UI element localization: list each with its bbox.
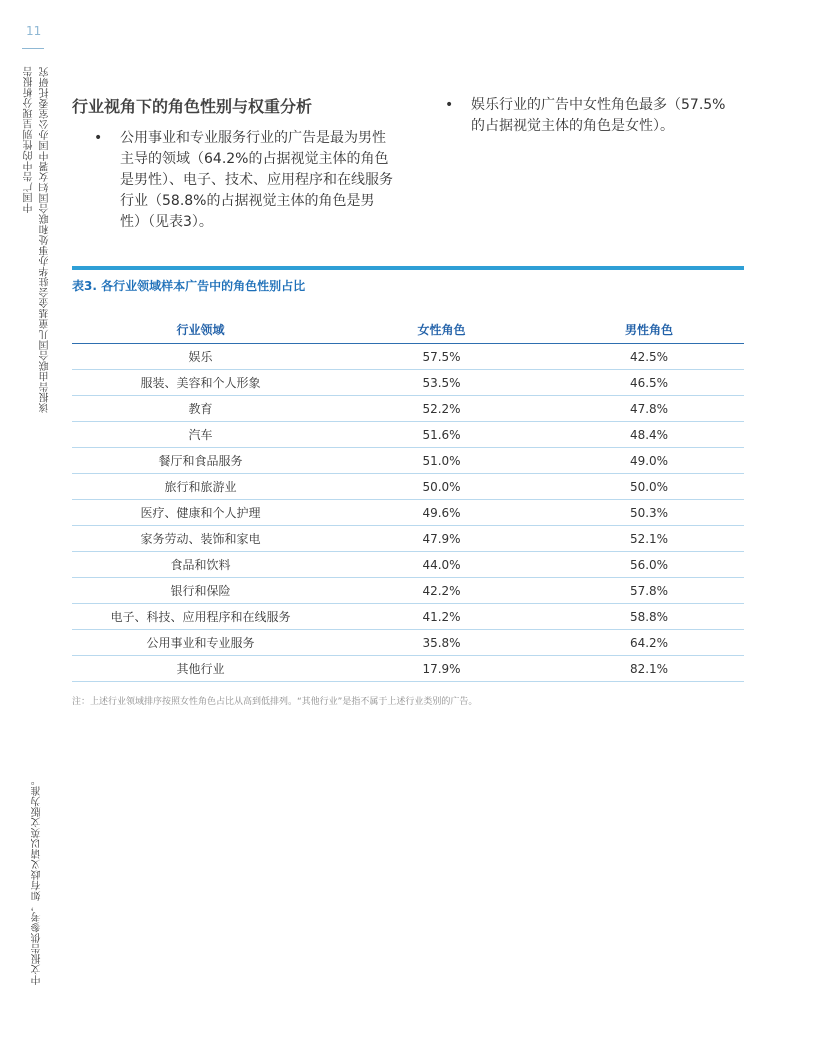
table-row <box>72 552 744 578</box>
bullet-text: 娱乐行业的广告中女性角色最多（57.5%的占据视觉主体的角色是女性）。 <box>471 97 726 134</box>
cell-industry: 汽车 <box>72 422 329 448</box>
table-body <box>72 344 744 682</box>
cell-female-share: 53.5% <box>329 370 554 396</box>
cell-female-share: 51.0% <box>329 448 554 474</box>
table-row <box>72 370 744 396</box>
cell-female-share: 50.0% <box>329 474 554 500</box>
table-row <box>72 526 744 552</box>
table-row <box>72 604 744 630</box>
table-row <box>72 630 744 656</box>
cell-male-share: 56.0% <box>554 552 744 578</box>
column-header-industry: 行业领域 <box>72 315 329 344</box>
cell-female-share: 35.8% <box>329 630 554 656</box>
cell-industry: 医疗、健康和个人护理 <box>72 500 329 526</box>
cell-male-share: 50.3% <box>554 500 744 526</box>
table-row <box>72 500 744 526</box>
cell-industry: 服装、美容和个人形象 <box>72 370 329 396</box>
table-row <box>72 344 744 370</box>
bullet-text: 公用事业和专业服务行业的广告是最为男性主导的领域（64.2%的占据视觉主体的角色是男性）、电子、技术、应用程序和在线服务行业（58.8%的占据视觉主体的角色是男性）（见表3）。 <box>120 130 393 230</box>
cell-industry: 公用事业和专业服务 <box>72 630 329 656</box>
column-header-female: 女性角色 <box>329 315 554 344</box>
cell-industry: 电子、科技、应用程序和在线服务 <box>72 604 329 630</box>
cell-industry: 餐厅和食品服务 <box>72 448 329 474</box>
cell-industry: 家务劳动、装饰和家电 <box>72 526 329 552</box>
cell-male-share: 48.4% <box>554 422 744 448</box>
cell-female-share: 49.6% <box>329 500 554 526</box>
cell-male-share: 46.5% <box>554 370 744 396</box>
table-row <box>72 422 744 448</box>
table-row <box>72 448 744 474</box>
cell-male-share: 47.8% <box>554 396 744 422</box>
table-note: 注：上述行业领域排序按照女性角色占比从高到低排列。“其他行业”是指不属于上述行业类别的广告。 <box>72 697 478 707</box>
bullet-item-2 <box>445 95 726 137</box>
cell-male-share: 64.2% <box>554 630 744 656</box>
cell-industry: 娱乐 <box>72 344 329 370</box>
bullet-marker: • <box>94 130 103 146</box>
table-row <box>72 656 744 682</box>
cell-female-share: 44.0% <box>329 552 554 578</box>
cell-male-share: 49.0% <box>554 448 744 474</box>
cell-industry: 食品和饮料 <box>72 552 329 578</box>
cell-male-share: 82.1% <box>554 656 744 682</box>
bullet-item-1 <box>94 128 395 233</box>
cell-female-share: 17.9% <box>329 656 554 682</box>
cell-industry: 其他行业 <box>72 656 329 682</box>
cell-male-share: 57.8% <box>554 578 744 604</box>
cell-female-share: 47.9% <box>329 526 554 552</box>
table-top-rule <box>72 266 744 270</box>
page-number: 11 <box>26 24 42 38</box>
cell-male-share: 50.0% <box>554 474 744 500</box>
table-row <box>72 578 744 604</box>
bullet-marker: • <box>445 97 454 113</box>
cell-male-share: 58.8% <box>554 604 744 630</box>
cell-female-share: 41.2% <box>329 604 554 630</box>
side-disclaimer: 中文报告供参考，如有歧义请以英文版为准。 <box>32 775 43 985</box>
section-title: 行业视角下的角色性别与权重分析 <box>72 97 313 116</box>
cell-male-share: 52.1% <box>554 526 744 552</box>
page-number-divider <box>22 48 44 49</box>
table-header-row <box>72 315 744 344</box>
cell-female-share: 52.2% <box>329 396 554 422</box>
gender-share-table <box>72 315 744 682</box>
cell-male-share: 42.5% <box>554 344 744 370</box>
table-caption: 表3. 各行业领域样本广告中的角色性别占比 <box>72 279 306 293</box>
cell-industry: 教育 <box>72 396 329 422</box>
cell-industry: 银行和保险 <box>72 578 329 604</box>
table-row <box>72 396 744 422</box>
table-row <box>72 474 744 500</box>
cell-female-share: 51.6% <box>329 422 554 448</box>
side-report-title: 中国广告中的性别呈现分析报告 <box>24 66 35 213</box>
side-commission-note: 该报告由联合国儿童基金会驻华办事处和联合国妇女署中国办公室委托研究 <box>40 66 51 413</box>
cell-female-share: 57.5% <box>329 344 554 370</box>
column-header-male: 男性角色 <box>554 315 744 344</box>
cell-female-share: 42.2% <box>329 578 554 604</box>
cell-industry: 旅行和旅游业 <box>72 474 329 500</box>
